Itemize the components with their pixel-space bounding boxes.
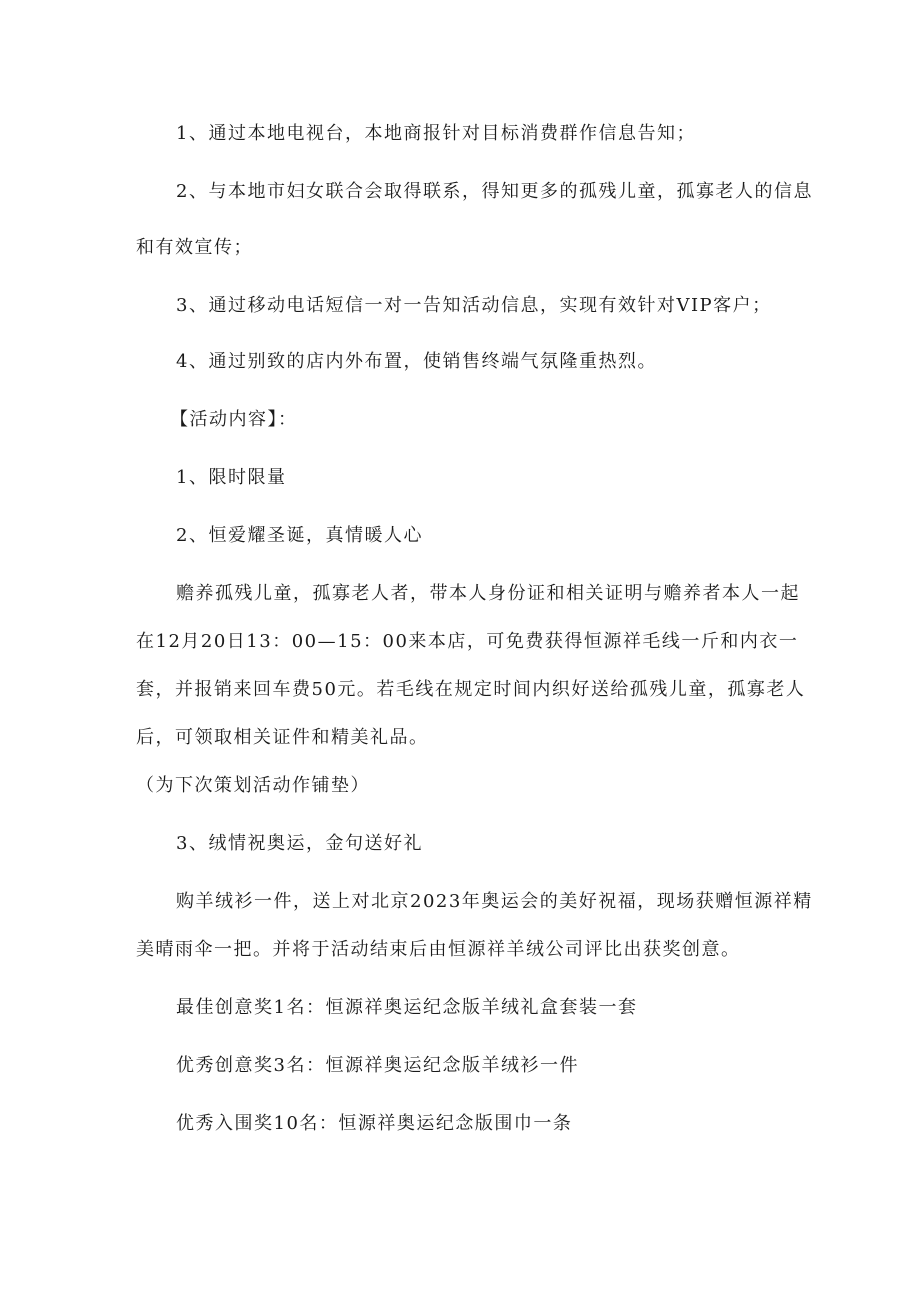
list-item-4: 4、通过别致的店内外布置，使销售终端气氛隆重热烈。 bbox=[176, 351, 657, 372]
activity-item-2: 2、恒爱耀圣诞，真情暖人心 bbox=[176, 525, 423, 546]
list-item-1: 1、通过本地电视台，本地商报针对目标消费群作信息告知； bbox=[176, 123, 696, 144]
prize-item-2: 优秀创意奖3名：恒源祥奥运纪念版羊绒衫一件 bbox=[176, 1055, 579, 1076]
paragraph-2-line-1: 购羊绒衫一件，送上对北京2023年奥运会的美好祝福，现场获赠恒源祥精 bbox=[176, 891, 813, 912]
paragraph-1-line-2: 在12月20日13：00—15：00来本店，可免费获得恒源祥毛线一斤和内衣一 bbox=[136, 631, 799, 652]
prize-item-3: 优秀入围奖10名：恒源祥奥运纪念版围巾一条 bbox=[176, 1113, 573, 1134]
paragraph-1-line-4: 后，可领取相关证件和精美礼品。 bbox=[136, 727, 429, 748]
paragraph-1-line-3: 套，并报销来回车费50元。若毛线在规定时间内织好送给孤残儿童，孤寡老人 bbox=[136, 679, 806, 700]
list-item-2-line-1: 2、与本地市妇女联合会取得联系，得知更多的孤残儿童，孤寡老人的信息 bbox=[176, 181, 813, 202]
paragraph-1-line-1: 赡养孤残儿童，孤寡老人者，带本人身份证和相关证明与赡养者本人一起 bbox=[176, 583, 800, 604]
note: （为下次策划活动作铺垫） bbox=[136, 775, 370, 796]
prize-item-1: 最佳创意奖1名：恒源祥奥运纪念版羊绒礼盒套装一套 bbox=[176, 997, 638, 1018]
list-item-2-line-2: 和有效宣传； bbox=[136, 237, 253, 258]
activity-item-3: 3、绒情祝奥运，金句送好礼 bbox=[176, 833, 423, 854]
section-heading: 【活动内容】： bbox=[170, 409, 298, 430]
activity-item-1: 1、限时限量 bbox=[176, 467, 287, 488]
list-item-3: 3、通过移动电话短信一对一告知活动信息，实现有效针对VIP客户； bbox=[176, 295, 772, 316]
paragraph-2-line-2: 美晴雨伞一把。并将于活动结束后由恒源祥羊绒公司评比出获奖创意。 bbox=[136, 939, 741, 960]
